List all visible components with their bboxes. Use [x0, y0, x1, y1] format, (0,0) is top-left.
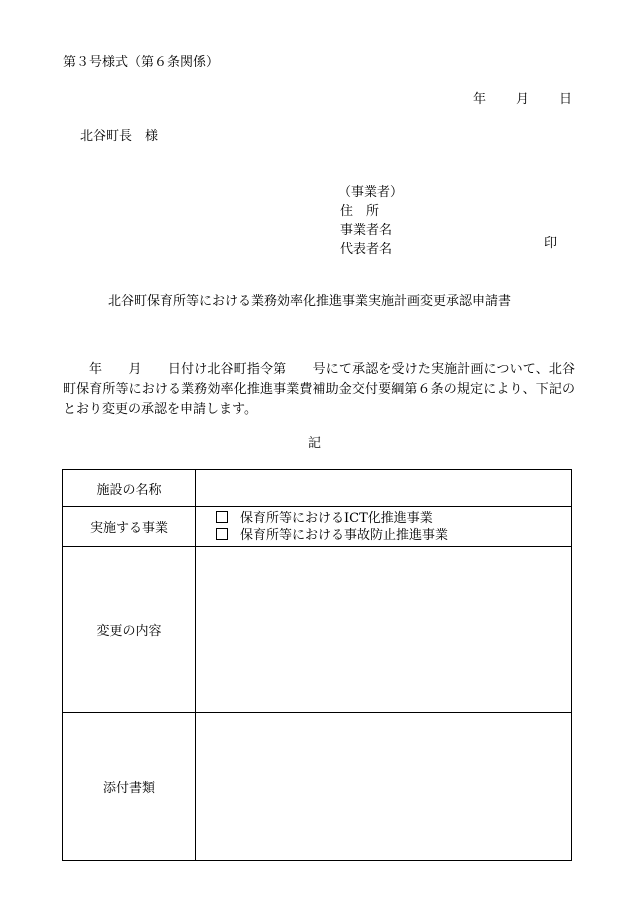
project-options — [196, 507, 572, 547]
table-row — [63, 470, 572, 507]
date-year-label: 年 — [472, 92, 486, 107]
applicant-heading: （事業者） — [338, 185, 404, 200]
applicant-block — [338, 183, 403, 259]
applicant-representative-label: 代表者名 — [340, 242, 393, 257]
date-day-label: 日 — [558, 92, 572, 107]
application-table — [62, 469, 572, 861]
date-month-label: 月 — [515, 92, 529, 107]
seal-mark: 印 — [544, 236, 558, 251]
table-row — [63, 507, 572, 547]
applicant-business-name-label: 事業者名 — [340, 223, 393, 238]
change-content-label: 変更の内容 — [63, 547, 196, 713]
date-line — [459, 93, 572, 106]
ki-heading: 記 — [308, 436, 322, 451]
project-option-accident-prevention[interactable] — [196, 527, 571, 544]
form-number: 第３号様式（第６条関係） — [63, 55, 220, 70]
attachments-label: 添付書類 — [63, 713, 196, 861]
addressee: 北谷町長 様 — [80, 129, 159, 144]
project-option-label: 保育所等におけるICT化推進事業 — [240, 510, 433, 526]
attachments-field[interactable] — [196, 713, 572, 861]
project-label: 実施する事業 — [63, 507, 196, 547]
table-row — [63, 713, 572, 861]
change-content-field[interactable] — [196, 547, 572, 713]
table-row — [63, 547, 572, 713]
body-text: 年 月 日付け北谷町指令第 号にて承認を受けた実施計画について、北谷町保育所等における業務効率化推進事業費補助金交付要綱第６条の規定により、下記のとおり変更の承認を申請します。 — [63, 362, 575, 417]
checkbox-icon[interactable] — [216, 528, 228, 540]
checkbox-icon[interactable] — [216, 511, 228, 523]
facility-name-label: 施設の名称 — [63, 470, 196, 507]
applicant-address-label: 住 所 — [340, 204, 380, 219]
facility-name-field[interactable] — [196, 470, 572, 507]
project-option-label: 保育所等における事故防止推進事業 — [240, 527, 449, 543]
project-option-ict[interactable] — [196, 510, 571, 527]
document-title: 北谷町保育所等における業務効率化推進事業実施計画変更承認申請書 — [108, 294, 512, 309]
